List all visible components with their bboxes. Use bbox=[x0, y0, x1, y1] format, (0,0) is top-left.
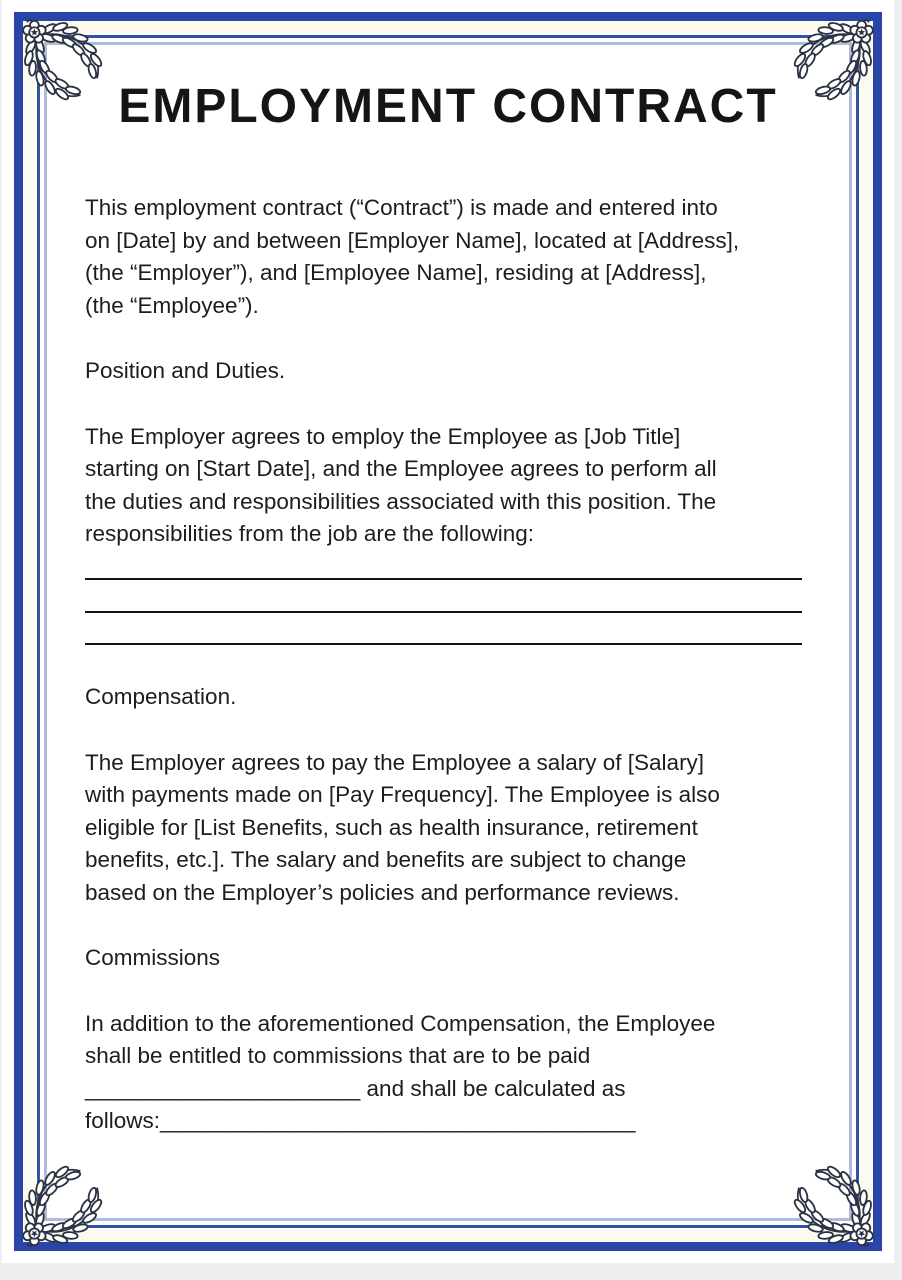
text-line: (the “Employee”). bbox=[85, 292, 259, 318]
section-heading bbox=[85, 942, 802, 975]
text-line: based on the Employer’s policies and performance reviews. bbox=[85, 879, 680, 905]
text-line: The Employer agrees to pay the Employee a salary of [Salary] bbox=[85, 749, 705, 775]
contract-document bbox=[2, 0, 894, 1263]
text-line: with payments made on [Pay Frequency]. The Employee is also bbox=[85, 782, 720, 807]
text-line: Commissions bbox=[85, 945, 221, 970]
document-body bbox=[2, 192, 894, 1138]
section-heading bbox=[85, 681, 802, 714]
text-line: on [Date] by and between [Employer Name], located at [Address], bbox=[85, 227, 740, 253]
section-heading bbox=[85, 355, 802, 388]
paragraph bbox=[85, 1008, 802, 1138]
paragraph bbox=[85, 192, 802, 322]
text-line: The Employer agrees to employ the Employee as [Job Title] bbox=[85, 423, 681, 449]
text-line: This employment contract (“Contract”) is made and entered into bbox=[85, 195, 718, 220]
paragraph bbox=[85, 421, 802, 551]
fill-in-lines bbox=[85, 551, 802, 649]
text-line: the duties and responsibilities associated with this position. The bbox=[85, 488, 717, 514]
text-line: follows:______________________________________ bbox=[85, 1108, 636, 1133]
paragraph bbox=[85, 747, 802, 910]
document-content bbox=[2, 0, 894, 1263]
blank-line bbox=[85, 551, 802, 584]
blank-line bbox=[85, 583, 802, 616]
text-line: In addition to the aforementioned Compensation, the Employee bbox=[85, 1010, 716, 1036]
text-line: starting on [Start Date], and the Employee agrees to perform all bbox=[85, 456, 717, 481]
text-line: Compensation. bbox=[85, 684, 237, 709]
text-line: (the “Employer”), and [Employee Name], residing at [Address], bbox=[85, 260, 707, 285]
text-line: Position and Duties. bbox=[85, 358, 286, 383]
text-line: shall be entitled to commissions that are to be paid bbox=[85, 1043, 591, 1068]
document-title: EMPLOYMENT CONTRACT bbox=[118, 80, 778, 133]
text-line: eligible for [List Benefits, such as health insurance, retirement bbox=[85, 814, 698, 840]
text-line: ______________________ and shall be calculated as bbox=[85, 1075, 626, 1101]
text-line: responsibilities from the job are the following: bbox=[85, 521, 534, 546]
text-line: benefits, etc.]. The salary and benefits are subject to change bbox=[85, 847, 687, 872]
blank-line bbox=[85, 616, 802, 649]
